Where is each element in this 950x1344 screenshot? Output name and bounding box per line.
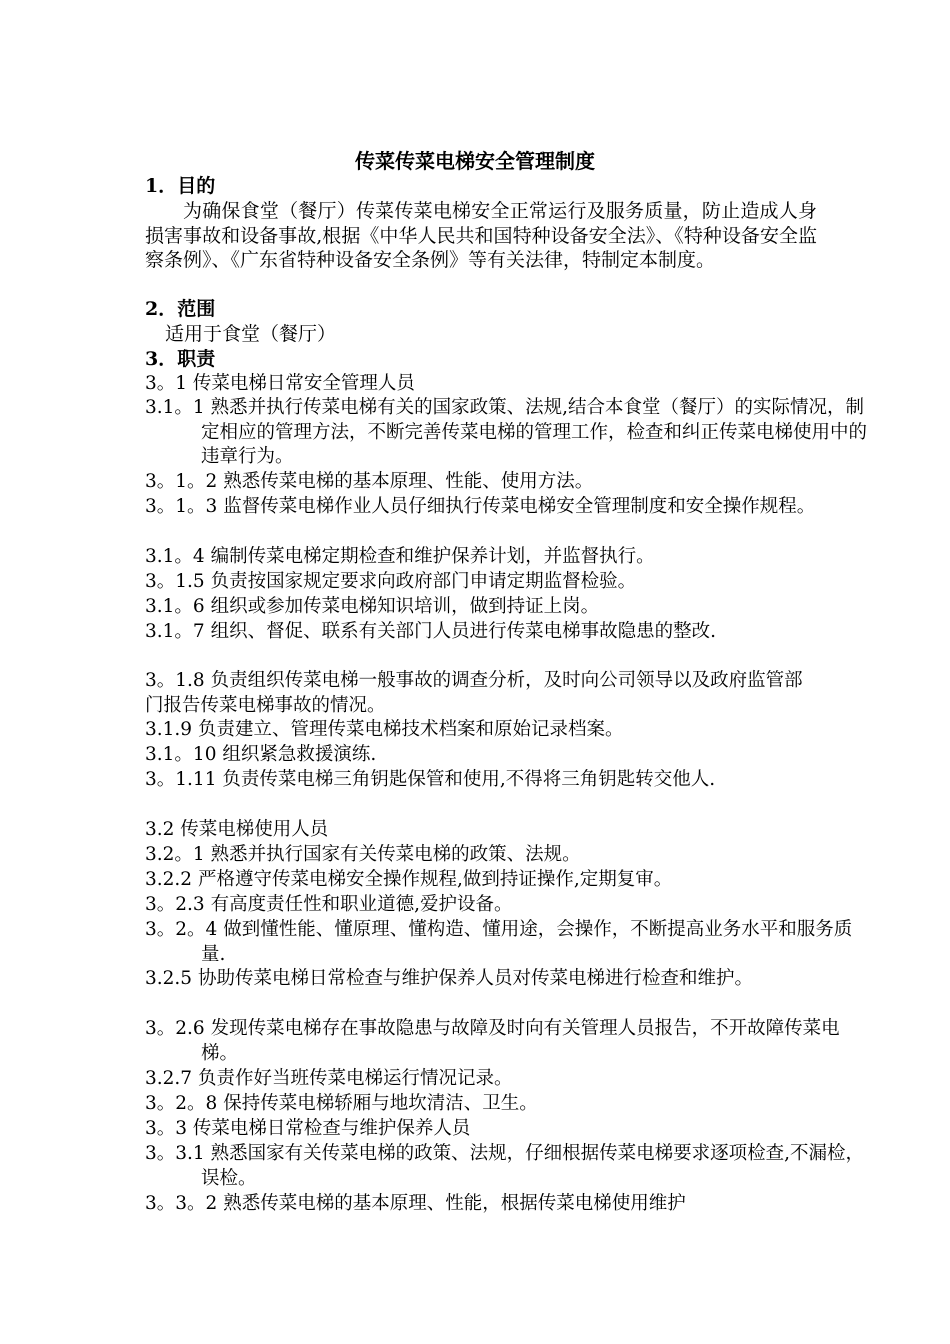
list-item: 3。1.5 负责按国家规定要求向政府部门申请定期监督检验。 <box>145 571 637 592</box>
list-item: 3.2.5 协助传菜电梯日常检查与维护保养人员对传菜电梯进行检查和维护。 <box>145 968 753 989</box>
section-heading-purpose: 1．目的 <box>145 175 216 197</box>
list-item: 3。3 传菜电梯日常检查与维护保养人员 <box>145 1118 471 1139</box>
list-item: 3.1.9 负责建立、管理传菜电梯技术档案和原始记录档案。 <box>145 719 624 740</box>
list-item: 3.1。10 组织紧急救援演练. <box>145 744 377 765</box>
list-item: 3。1。3 监督传菜电梯作业人员仔细执行传菜电梯安全管理制度和安全操作规程。 <box>145 496 816 517</box>
list-item: 3。3。2 熟悉传菜电梯的基本原理、性能，根据传菜电梯使用维护 <box>145 1193 686 1214</box>
list-item: 3。1。2 熟悉传菜电梯的基本原理、性能、使用方法。 <box>145 471 594 492</box>
list-item: 3.2.7 负责作好当班传菜电梯运行情况记录。 <box>145 1068 513 1089</box>
list-item: 3.1。4 编制传菜电梯定期检查和维护保养计划，并监督执行。 <box>145 546 655 567</box>
list-item: 3。1.8 负责组织传菜电梯一般事故的调查分析，及时向公司领导以及政府监管部门报告传菜电梯事故的情况。 <box>145 670 803 716</box>
list-item: 3。2。8 保持传菜电梯轿厢与地坎清洁、卫生。 <box>145 1093 538 1114</box>
list-item: 3。1.11 负责传菜电梯三角钥匙保管和使用,不得将三角钥匙转交他人. <box>145 769 716 790</box>
list-item: 3。2。4 做到懂性能、懂原理、懂构造、懂用途，会操作，不断提高业务水平和服务质量. <box>145 919 853 965</box>
list-item: 3.1。7 组织、督促、联系有关部门人员进行传菜电梯事故隐患的整改. <box>145 621 716 642</box>
purpose-paragraph: 为确保食堂（餐厅）传菜传菜电梯安全正常运行及服务质量，防止造成人身损害事故和设备事故,根据《中华人民共和国特种设备安全法》、《特种设备安全监察条例》、《广东省特种设备安全条例》等有关法律，特制定本制度。 <box>145 200 817 271</box>
list-item: 3.2 传菜电梯使用人员 <box>145 819 329 840</box>
list-item: 3.1。6 组织或参加传菜电梯知识培训，做到持证上岗。 <box>145 596 600 617</box>
section-heading-scope: 2．范围 <box>145 298 216 320</box>
list-item: 3。3.1 熟悉国家有关传菜电梯的政策、法规，仔细根据传菜电梯要求逐项检查,不漏检，误检。 <box>145 1143 864 1189</box>
list-item: 3。2.6 发现传菜电梯存在事故隐患与故障及时向有关管理人员报告，不开故障传菜电梯。 <box>145 1018 840 1064</box>
document-title: 传菜传菜电梯安全管理制度 <box>355 149 595 173</box>
list-item: 3.2。1 熟悉并执行国家有关传菜电梯的政策、法规。 <box>145 844 581 865</box>
list-item: 3。2.3 有高度责任性和职业道德,爱护设备。 <box>145 894 513 915</box>
list-item: 3.2.2 严格遵守传菜电梯安全操作规程,做到持证操作,定期复审。 <box>145 869 673 890</box>
list-item: 3.1。1 熟悉并执行传菜电梯有关的国家政策、法规,结合本食堂（餐厅）的实际情况，制定相应的管理方法，不断完善传菜电梯的管理工作，检查和纠正传菜电梯使用中的违章行为。 <box>145 397 868 467</box>
scope-paragraph: 适用于食堂（餐厅） <box>165 323 337 345</box>
list-item: 3。1 传菜电梯日常安全管理人员 <box>145 373 415 394</box>
section-heading-duty: 3．职责 <box>145 348 216 370</box>
